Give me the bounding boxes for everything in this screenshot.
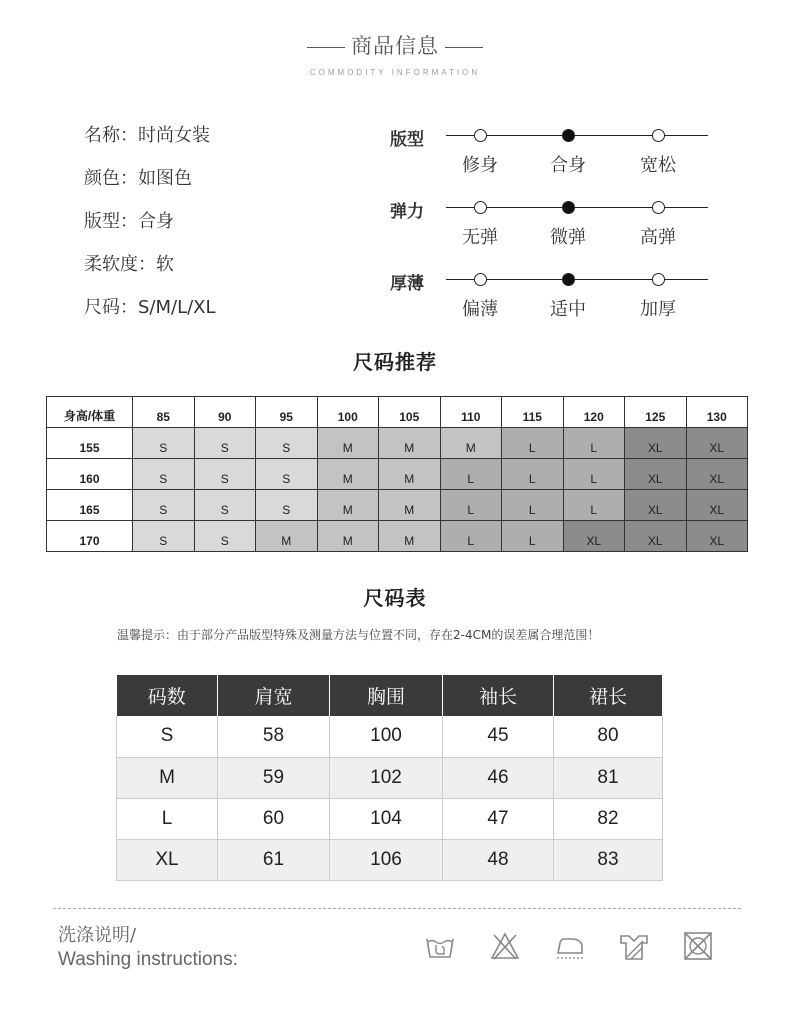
size-cell: S bbox=[256, 490, 318, 521]
weight-header: 85 bbox=[133, 397, 195, 428]
size-value: 61 bbox=[218, 839, 330, 880]
washing-label-zh: 洗涤说明/ bbox=[58, 925, 137, 946]
size-value: S bbox=[117, 716, 218, 757]
scale-dot-selected bbox=[562, 129, 575, 142]
scale-label: 弹力 bbox=[390, 202, 424, 222]
size-value: 81 bbox=[554, 757, 663, 798]
washing-label-en: Washing instructions: bbox=[58, 949, 238, 970]
title-text: 商品信息 bbox=[351, 34, 439, 58]
size-value: 104 bbox=[330, 798, 443, 839]
weight-header: 115 bbox=[502, 397, 564, 428]
weight-header: 130 bbox=[686, 397, 748, 428]
size-cell: M bbox=[379, 521, 441, 552]
size-cell: XL bbox=[625, 428, 687, 459]
scale-option: 高弹 bbox=[640, 227, 676, 248]
property-name: 名称：时尚女装 bbox=[84, 125, 210, 146]
size-value: 82 bbox=[554, 798, 663, 839]
scale-dot bbox=[652, 201, 665, 214]
size-value: 46 bbox=[443, 757, 554, 798]
table-row bbox=[47, 490, 748, 521]
scale-option: 微弹 bbox=[550, 227, 586, 248]
size-cell: L bbox=[440, 459, 502, 490]
size-cell: XL bbox=[686, 490, 748, 521]
hand-wash-icon bbox=[423, 929, 457, 963]
height-cell: 170 bbox=[47, 521, 133, 552]
table-row bbox=[117, 839, 663, 880]
property-color: 颜色：如图色 bbox=[84, 168, 192, 189]
size-cell: M bbox=[317, 459, 379, 490]
scale-dot-selected bbox=[562, 201, 575, 214]
size-value: M bbox=[117, 757, 218, 798]
size-cell: L bbox=[502, 428, 564, 459]
size-value: 59 bbox=[218, 757, 330, 798]
property-fit: 版型：合身 bbox=[84, 211, 174, 232]
weight-header: 90 bbox=[194, 397, 256, 428]
scale-1 bbox=[388, 192, 718, 264]
size-value: 83 bbox=[554, 839, 663, 880]
size-cell: M bbox=[379, 459, 441, 490]
size-cell: L bbox=[502, 521, 564, 552]
scale-option: 合身 bbox=[550, 155, 586, 176]
scale-option: 修身 bbox=[462, 155, 498, 176]
table-row bbox=[117, 798, 663, 839]
scale-option: 加厚 bbox=[640, 299, 676, 320]
size-value: 102 bbox=[330, 757, 443, 798]
size-cell: XL bbox=[686, 459, 748, 490]
scale-dot bbox=[474, 273, 487, 286]
size-cell: S bbox=[256, 459, 318, 490]
size-cell: M bbox=[379, 490, 441, 521]
height-cell: 160 bbox=[47, 459, 133, 490]
size-value: 80 bbox=[554, 716, 663, 757]
weight-header: 110 bbox=[440, 397, 502, 428]
size-cell: XL bbox=[563, 521, 625, 552]
size-cell: M bbox=[379, 428, 441, 459]
size-cell: S bbox=[256, 428, 318, 459]
size-header: 胸围 bbox=[330, 675, 443, 716]
table-row bbox=[117, 757, 663, 798]
size-cell: M bbox=[317, 521, 379, 552]
size-value: 58 bbox=[218, 716, 330, 757]
size-cell: L bbox=[502, 459, 564, 490]
scale-option: 偏薄 bbox=[462, 299, 498, 320]
table-row bbox=[47, 428, 748, 459]
table-row bbox=[47, 521, 748, 552]
size-cell: S bbox=[133, 428, 195, 459]
size-cell: S bbox=[133, 459, 195, 490]
size-header: 裙长 bbox=[554, 675, 663, 716]
size-cell: M bbox=[317, 490, 379, 521]
height-cell: 165 bbox=[47, 490, 133, 521]
size-value: 106 bbox=[330, 839, 443, 880]
size-cell: L bbox=[563, 428, 625, 459]
scale-0 bbox=[388, 120, 718, 192]
scale-option: 宽松 bbox=[640, 155, 676, 176]
size-recommend-table bbox=[46, 396, 748, 552]
size-cell: L bbox=[440, 490, 502, 521]
size-cell: L bbox=[440, 521, 502, 552]
size-cell: S bbox=[194, 521, 256, 552]
weight-header: 95 bbox=[256, 397, 318, 428]
size-value: L bbox=[117, 798, 218, 839]
size-cell: XL bbox=[625, 459, 687, 490]
size-cell: XL bbox=[625, 521, 687, 552]
scale-dot bbox=[652, 273, 665, 286]
scale-label: 厚薄 bbox=[390, 274, 424, 294]
hang-dry-icon bbox=[617, 929, 651, 963]
title-dash-right bbox=[445, 47, 483, 48]
size-value: 100 bbox=[330, 716, 443, 757]
size-cell: XL bbox=[686, 428, 748, 459]
scale-option: 无弹 bbox=[462, 227, 498, 248]
size-value: 45 bbox=[443, 716, 554, 757]
scale-2 bbox=[388, 264, 718, 336]
scale-dot bbox=[652, 129, 665, 142]
size-cell: S bbox=[194, 459, 256, 490]
size-cell: L bbox=[502, 490, 564, 521]
size-value: 48 bbox=[443, 839, 554, 880]
recommend-title: 尺码推荐 bbox=[353, 350, 437, 374]
size-header: 码数 bbox=[117, 675, 218, 716]
size-chart-table bbox=[116, 675, 663, 881]
scale-dot-selected bbox=[562, 273, 575, 286]
size-tip: 温馨提示：由于部分产品版型特殊及测量方法与位置不同，存在2-4CM的误差属合理范围！ bbox=[117, 628, 600, 642]
size-cell: L bbox=[563, 490, 625, 521]
scale-dot bbox=[474, 129, 487, 142]
no-tumble-dry-icon bbox=[681, 929, 715, 963]
table-row bbox=[117, 716, 663, 757]
size-value: XL bbox=[117, 839, 218, 880]
weight-header: 125 bbox=[625, 397, 687, 428]
height-weight-header: 身高/体重 bbox=[47, 397, 133, 428]
property-list bbox=[84, 122, 216, 337]
size-header: 肩宽 bbox=[218, 675, 330, 716]
size-cell: M bbox=[256, 521, 318, 552]
attribute-scales bbox=[388, 120, 718, 336]
property-softness: 柔软度：软 bbox=[84, 254, 174, 275]
commodity-info-header bbox=[0, 30, 790, 77]
no-bleach-icon bbox=[488, 929, 522, 963]
size-cell: S bbox=[194, 490, 256, 521]
divider-dashed bbox=[53, 908, 741, 909]
size-value: 60 bbox=[218, 798, 330, 839]
table-row bbox=[47, 459, 748, 490]
weight-header: 100 bbox=[317, 397, 379, 428]
size-cell: S bbox=[133, 521, 195, 552]
size-cell: M bbox=[440, 428, 502, 459]
size-header: 袖长 bbox=[443, 675, 554, 716]
scale-option: 适中 bbox=[550, 299, 586, 320]
low-iron-icon bbox=[553, 929, 587, 963]
height-cell: 155 bbox=[47, 428, 133, 459]
size-cell: XL bbox=[625, 490, 687, 521]
property-size: 尺码：S/M/L/XL bbox=[84, 297, 216, 318]
section-subtitle: COMMODITY INFORMATION bbox=[309, 68, 481, 77]
size-cell: XL bbox=[686, 521, 748, 552]
size-cell: L bbox=[563, 459, 625, 490]
weight-header: 105 bbox=[379, 397, 441, 428]
size-cell: M bbox=[317, 428, 379, 459]
size-table-title: 尺码表 bbox=[363, 586, 427, 610]
size-cell: S bbox=[194, 428, 256, 459]
weight-header: 120 bbox=[563, 397, 625, 428]
size-cell: S bbox=[133, 490, 195, 521]
scale-label: 版型 bbox=[390, 130, 424, 150]
scale-dot bbox=[474, 201, 487, 214]
section-title bbox=[0, 30, 790, 60]
title-dash-left bbox=[307, 47, 345, 48]
washing-label bbox=[58, 921, 238, 971]
size-value: 47 bbox=[443, 798, 554, 839]
